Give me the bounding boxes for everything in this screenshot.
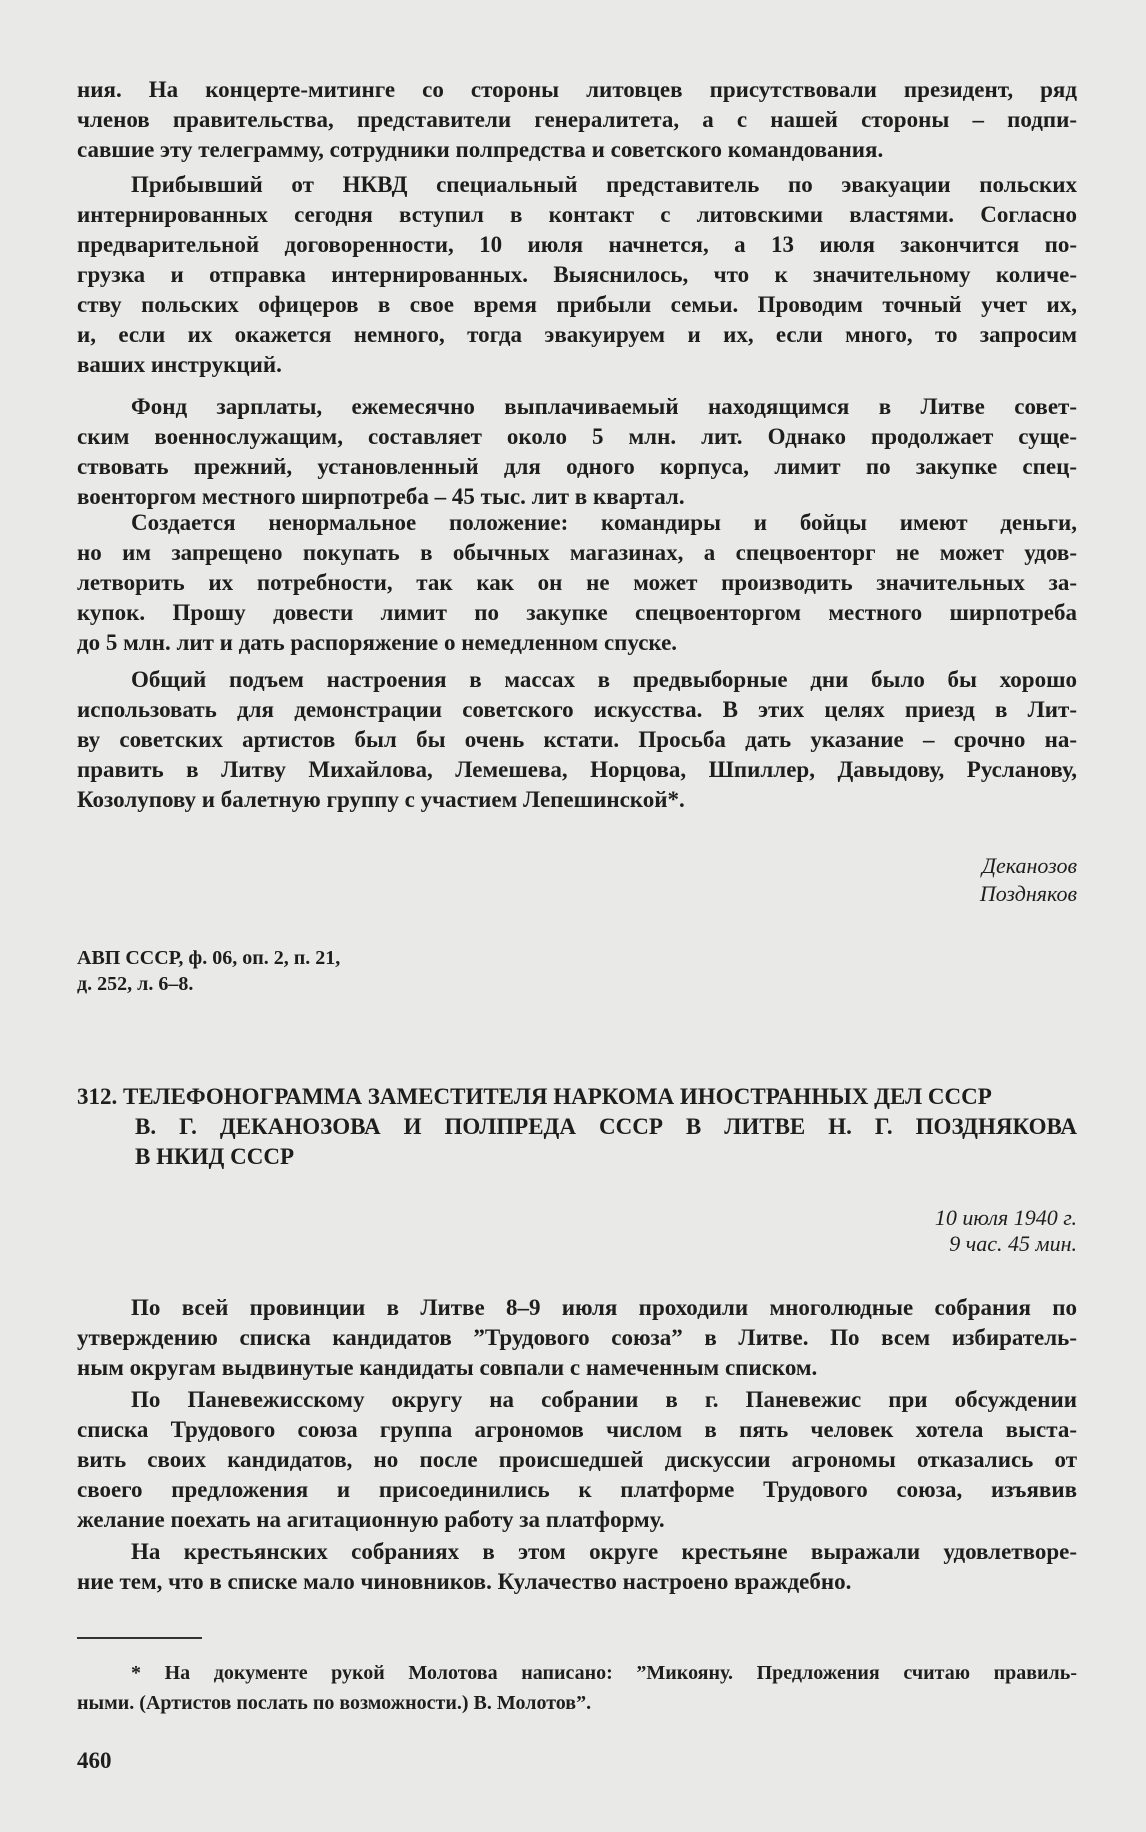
heading-line: 312. ТЕЛЕФОНОГРАММА ЗАМЕСТИТЕЛЯ НАРКОМА ИНОСТРАННЫХ ДЕЛ СССР	[77, 1084, 992, 1109]
text-line: членов правительства, представители генералитета, а с нашей стороны – подпи-	[77, 107, 1077, 132]
text-line: Создается ненормальное положение: командиры и бойцы имеют деньги,	[131, 510, 1077, 535]
page-number: 460	[77, 1748, 112, 1773]
heading-line: В. Г. ДЕКАНОЗОВА И ПОЛПРЕДА СССР В ЛИТВЕ Н. Г. ПОЗДНЯКОВА	[135, 1114, 1077, 1139]
text-line: летворить их потребности, так как он не может производить значительных за-	[77, 570, 1077, 595]
text-line: ствовать прежний, установленный для одного корпуса, лимит по закупке спец-	[77, 454, 1077, 479]
text-line: своего предложения и присоединились к платформе Трудового союза, изъявив	[77, 1477, 1077, 1502]
text-line: и, если их окажется немного, тогда эвакуируем и их, если много, то запросим	[77, 322, 1077, 347]
text-line: военторгом местного ширпотреба – 45 тыс. лит в квартал.	[77, 484, 685, 509]
text-line: ским военнослужащим, составляет около 5 млн. лит. Однако продолжает суще-	[77, 424, 1077, 449]
paragraph-artists-request	[77, 665, 1077, 815]
text-line: На крестьянских собраниях в этом округе крестьяне выражали удовлетворе-	[131, 1539, 1077, 1564]
text-line: ным округам выдвинутые кандидаты совпали с намеченным списком.	[77, 1355, 818, 1380]
paragraph-nkvd-evacuation	[77, 170, 1077, 380]
text-line: По всей провинции в Литве 8–9 июля проходили многолюдные собрания по	[131, 1295, 1077, 1320]
footnote-line: * На документе рукой Молотова написано: ”Микояну. Предложения считаю правиль-	[131, 1662, 1077, 1684]
text-line: но им запрещено покупать в обычных магазинах, а спецвоенторг не может удов-	[77, 540, 1077, 565]
text-line: ние тем, что в списке мало чиновников. Кулачество настроено враждебно.	[77, 1569, 852, 1594]
text-line: использовать для демонстрации советского искусства. В этих целях приезд в Лит-	[77, 697, 1077, 722]
text-line: ния. На концерте-митинге со стороны литовцев присутствовали президент, ряд	[77, 77, 1077, 102]
footnote-divider	[77, 1637, 202, 1639]
document-time: 9 час. 45 мин.	[949, 1231, 1077, 1256]
text-line: вить своих кандидатов, но после происшедшей дискуссии агрономы отказались от	[77, 1447, 1077, 1472]
paragraph-continuation	[77, 75, 1077, 165]
text-line: Прибывший от НКВД специальный представитель по эвакуации польских	[131, 172, 1077, 197]
text-line: списка Трудового союза группа агрономов числом в пять человек хотела выста-	[77, 1417, 1077, 1442]
paragraph-peasant-meetings	[77, 1537, 1077, 1597]
document-heading	[77, 1082, 1077, 1172]
text-line: савшие эту телеграмму, сотрудники полпредства и советского командования.	[77, 137, 884, 162]
paragraph-abnormal-situation	[77, 508, 1077, 658]
text-line: править в Литву Михайлова, Лемешева, Норцова, Шпиллер, Давыдову, Русланову,	[77, 757, 1077, 782]
text-line: до 5 млн. лит и дать распоряжение о немедленном спуске.	[77, 630, 678, 655]
text-line: предварительной договоренности, 10 июля начнется, а 13 июля закончится по-	[77, 232, 1077, 257]
paragraph-salary-fund	[77, 392, 1077, 512]
text-line: Фонд зарплаты, ежемесячно выплачиваемый находящимся в Литве совет-	[131, 394, 1077, 419]
footnote-line: ными. (Артистов послать по возможности.) В. Молотов”.	[77, 1692, 592, 1714]
footnote	[77, 1658, 1077, 1718]
text-line: ву советских артистов был бы очень кстати. Просьба дать указание – срочно на-	[77, 727, 1077, 752]
text-line: грузка и отправка интернированных. Выяснилось, что к значительному количе-	[77, 262, 1077, 287]
document-date: 10 июля 1940 г.	[934, 1205, 1077, 1230]
text-line: ству польских офицеров в свое время прибыли семьи. Проводим точный учет их,	[77, 292, 1077, 317]
text-line: ваших инструкций.	[77, 352, 282, 377]
signature-pozdnyakov: Поздняков	[979, 881, 1077, 906]
text-line: купок. Прошу довести лимит по закупке спецвоенторгом местного ширпотреба	[77, 600, 1077, 625]
text-line: желание поехать на агитационную работу за платформу.	[77, 1507, 665, 1532]
archive-reference	[77, 945, 1077, 997]
paragraph-panevezys	[77, 1385, 1077, 1535]
archive-reference-line: д. 252, л. 6–8.	[77, 973, 194, 995]
paragraph-province-meetings	[77, 1293, 1077, 1383]
heading-line: В НКИД СССР	[135, 1144, 295, 1169]
text-line: По Паневежисскому округу на собрании в г. Паневежис при обсуждении	[131, 1387, 1077, 1412]
text-line: интернированных сегодня вступил в контакт с литовскими властями. Согласно	[77, 202, 1077, 227]
text-line: утверждению списка кандидатов ”Трудового союза” в Литве. По всем избиратель-	[77, 1325, 1077, 1350]
text-line: Козолупову и балетную группу с участием Лепешинской*.	[77, 787, 685, 812]
text-line: Общий подъем настроения в массах в предвыборные дни было бы хорошо	[131, 667, 1077, 692]
signature-dekanozov: Деканозов	[982, 853, 1077, 878]
archive-reference-line: АВП СССР, ф. 06, оп. 2, п. 21,	[77, 947, 341, 969]
